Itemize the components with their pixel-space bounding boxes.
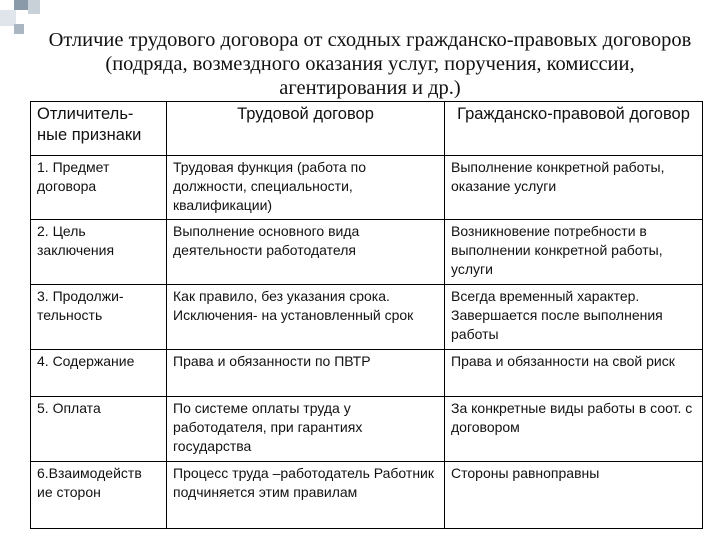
row-civil: Выполнение конкретной работы, оказание услуги <box>445 156 703 220</box>
row-civil: Возникновение потребности в выполнении конкретной работы, услуги <box>445 220 703 285</box>
comparison-table <box>30 101 703 529</box>
decor-square <box>14 0 28 10</box>
table-row <box>31 462 703 529</box>
header-labor-contract: Трудовой договор <box>167 102 445 156</box>
table-row <box>31 397 703 462</box>
row-labor: Трудовая функция (работа по должности, специальности, квалификации) <box>167 156 445 220</box>
table-row <box>31 220 703 285</box>
row-labor: Выполнение основного вида деятельности работодателя <box>167 220 445 285</box>
row-civil: За конкретные виды работы в соот. с договором <box>445 397 703 462</box>
row-criteria: 4. Содержание <box>31 350 167 397</box>
row-criteria: 1. Предмет договора <box>31 156 167 220</box>
table-row <box>31 285 703 350</box>
row-criteria: 5. Оплата <box>31 397 167 462</box>
row-criteria: 2. Цель заключения <box>31 220 167 285</box>
row-civil: Права и обязанности на свой риск <box>445 350 703 397</box>
row-civil: Стороны равноправны <box>445 462 703 529</box>
row-criteria: 3. Продолжи-тельность <box>31 285 167 350</box>
table-header-row <box>31 102 703 156</box>
row-labor: Как правило, без указания срока. Исключения- на установленный срок <box>167 285 445 350</box>
row-civil: Всегда временный характер. Завершается после выполнения работы <box>445 285 703 350</box>
decor-square <box>28 0 40 14</box>
row-criteria: 6.Взаимодейств ие сторон <box>31 462 167 529</box>
slide-title: Отличие трудового договора от сходных гражданско-правовых договоров (подряда, возмездного оказания услуг, поручения, комиссии, агентирования и др.) <box>48 29 692 99</box>
header-criteria: Отличитель-ные признаки <box>31 102 167 156</box>
table-row <box>31 156 703 220</box>
row-labor: Процесс труда –работодатель Работник подчиняется этим правилам <box>167 462 445 529</box>
row-labor: Права и обязанности по ПВТР <box>167 350 445 397</box>
decor-square <box>14 24 24 34</box>
header-civil-contract: Гражданско-правовой договор <box>445 102 703 156</box>
table-row <box>31 350 703 397</box>
row-labor: По системе оплаты труда у работодателя, при гарантиях государства <box>167 397 445 462</box>
